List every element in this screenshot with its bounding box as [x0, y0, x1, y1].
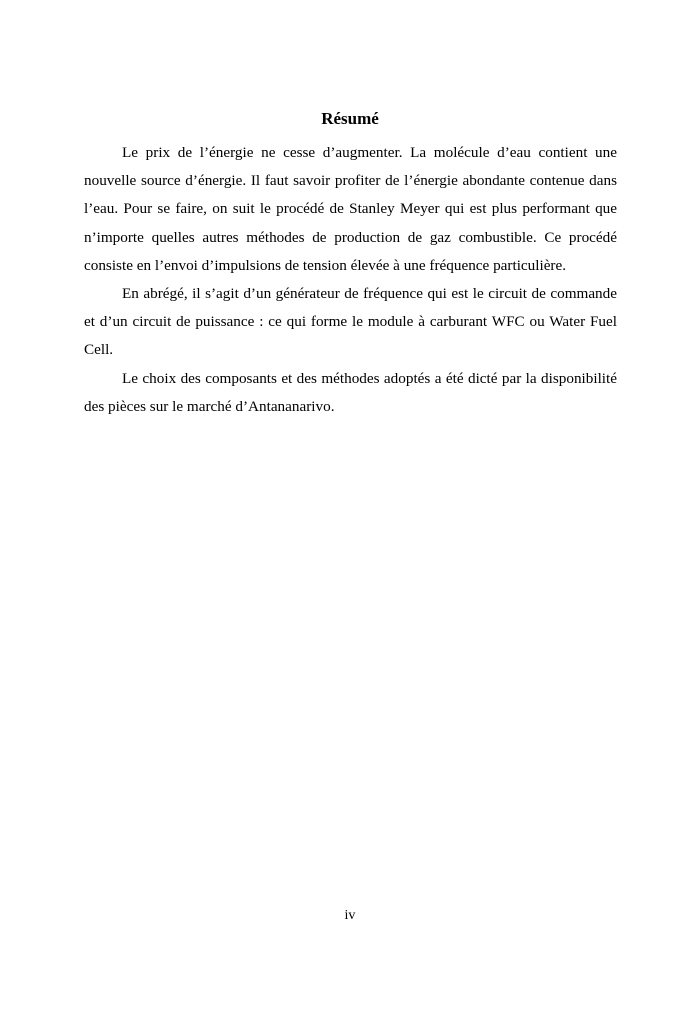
abstract-body	[84, 139, 617, 421]
paragraph-2: En abrégé, il s’agit d’un générateur de fréquence qui est le circuit de commande et d’un circuit de puissance : ce qui forme le module à carburant WFC ou Water Fuel Cell.	[84, 285, 617, 359]
paragraph-1: Le prix de l’énergie ne cesse d’augmenter. La molécule d’eau contient une nouvelle source d’énergie. Il faut savoir profiter de l’énergie abondante contenue dans l’eau. Pour se faire, on suit le procédé de Stanley Meyer qui est plus performant que n’importe quelles autres méthodes de production de gaz combustible. Ce procédé consiste en l’envoi d’impulsions de tension élevée à une fréquence particulière.	[84, 144, 617, 274]
page-title: Résumé	[321, 109, 379, 128]
page-number: iv	[344, 908, 356, 923]
paragraph-3: Le choix des composants et des méthodes adoptés a été dicté par la disponibilité des pièces sur le marché d’Antananarivo.	[84, 369, 617, 415]
